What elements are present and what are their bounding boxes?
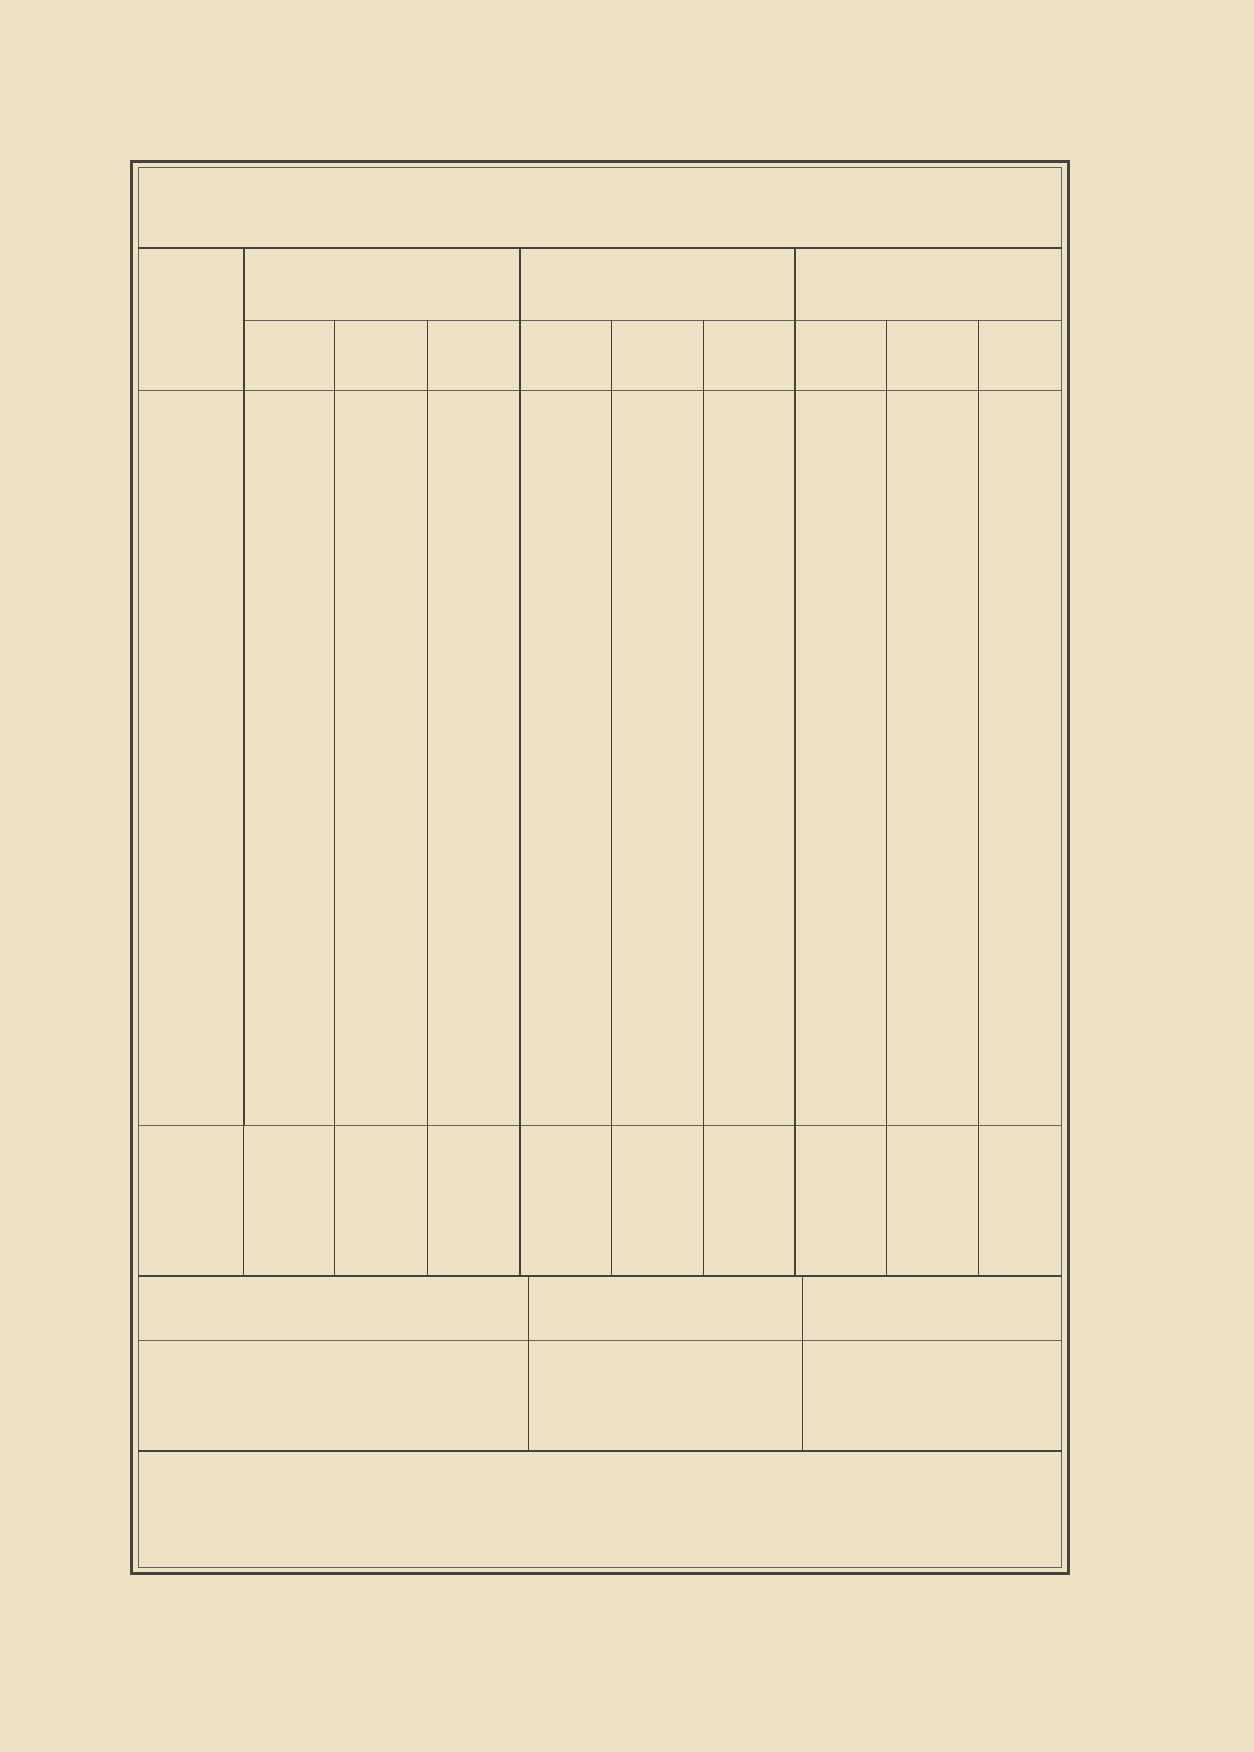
rule-medias-end (138, 1275, 1062, 1277)
rule-title (138, 247, 1062, 249)
table-inner-frame (138, 167, 1062, 1568)
rule-mensal-end (138, 1340, 1062, 1341)
vrule-lower-2 (802, 1275, 803, 1450)
vrule-lower-1 (528, 1275, 529, 1450)
vrule-m2 (978, 320, 979, 1275)
vrule-f2 (703, 320, 704, 1275)
vrule-j1 (334, 320, 335, 1275)
rule-subheaders (138, 390, 1062, 391)
vrule-fev-mar (794, 247, 796, 1275)
vrule-day (243, 247, 245, 1125)
vrule-day-medias (243, 1125, 244, 1275)
rule-days-end (138, 1125, 1062, 1126)
rule-extremes-end (138, 1450, 1062, 1452)
vrule-j2 (427, 320, 428, 1275)
vrule-m1 (886, 320, 887, 1275)
vrule-jan-fev (519, 247, 521, 1275)
rule-months (243, 320, 1062, 321)
vrule-f1 (611, 320, 612, 1275)
